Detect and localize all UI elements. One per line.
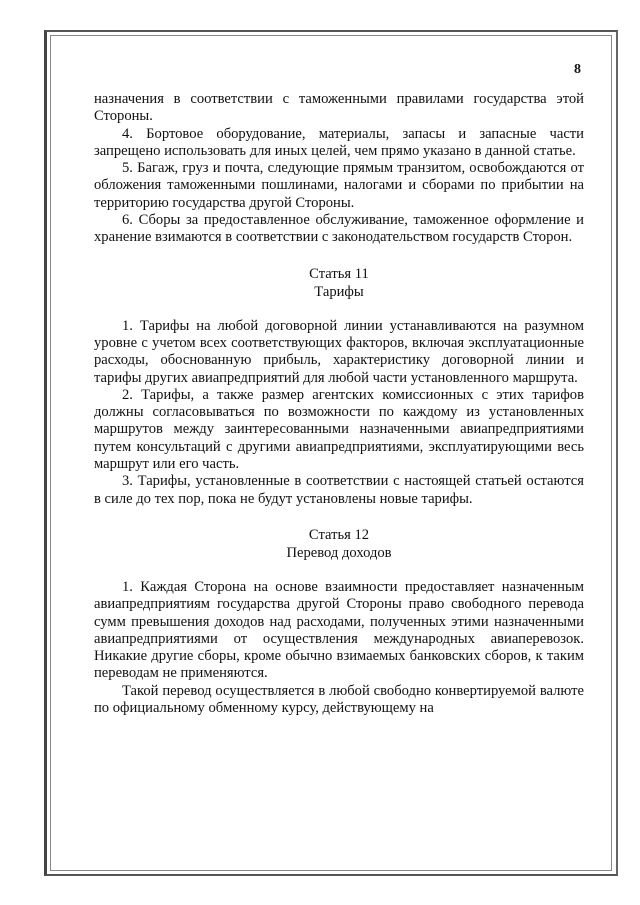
paragraph-4: 4. Бортовое оборудование, материалы, запасы и запасные части запрещено использовать для иных целей, чем прямо указано в данной статье. <box>94 125 584 159</box>
paragraph-6: 6. Сборы за предоставленное обслуживание, таможенное оформление и хранение взимаются в соответствии с законодательством государств Сторон. <box>94 212 584 246</box>
article-11-paragraph-1: 1. Тарифы на любой договорной линии устанавливаются на разумном уровне с учетом всех соответствующих факторов, включая эксплуатационные расходы, обоснованную прибыль, характеристику договорной линии и тарифы других авиапредприятий для любой части установленного маршрута. <box>94 317 584 386</box>
article-12-paragraph-1: 1. Каждая Сторона на основе взаимности предоставляет назначенным авиапредприятиям государства другой Стороны право свободного перевода сумм превышения доходов над расходами, полученных этими назначенными авиапредприятиями от осуществления международных авиаперевозок. Никакие другие сборы, кроме обычно взимаемых банковских сборов, к таким переводам не применяются. <box>94 578 584 682</box>
article-12-number: Статья 12 <box>308 526 370 543</box>
article-11-paragraph-2: 2. Тарифы, а также размер агентских комиссионных с этих тарифов должны согласовываться по возможности по каждому из установленных маршрутов между заинтересованными назначенными авиапредприятиями путем консультаций с другими авиапредприятиями, эксплуатирующими весь маршрут или его часть. <box>94 386 584 473</box>
article-12-title: Перевод доходов <box>286 544 392 561</box>
article-12-paragraph-2: Такой перевод осуществляется в любой свободно конвертируемой валюте по официальному обменному курсу, действующему на <box>94 682 584 717</box>
article-11-paragraph-3: 3. Тарифы, установленные в соответствии с настоящей статьей остаются в силе до тех пор, пока не будут установлены новые тарифы. <box>94 473 584 507</box>
paragraph-5: 5. Багаж, груз и почта, следующие прямым транзитом, освобождаются от обложения таможенными пошлинами, налогами и сборами по прибытии на территорию государства другой Стороны. <box>94 160 584 211</box>
article-11-title: Тарифы <box>314 283 364 300</box>
article-11-number: Статья 11 <box>309 265 369 282</box>
paragraph-continuation: назначения в соответствии с таможенными правилами государства этой Стороны. <box>94 91 584 125</box>
document-body <box>94 91 584 717</box>
page-number: 8 <box>574 62 581 77</box>
